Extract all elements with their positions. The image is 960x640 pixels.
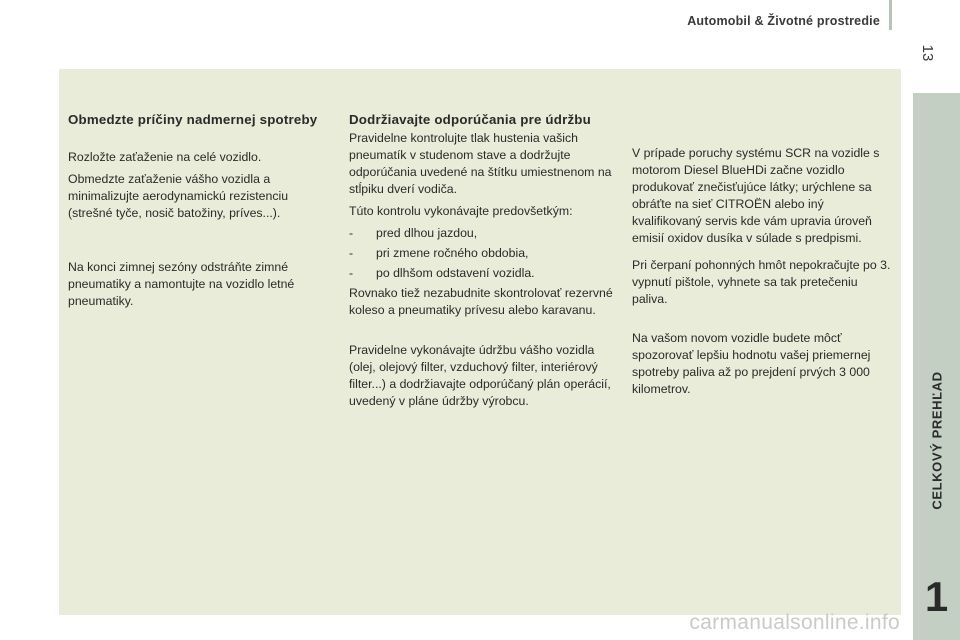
chapter-sidebar-tab[interactable]	[913, 93, 960, 640]
middle-column	[349, 112, 614, 410]
page-number: 13	[919, 44, 936, 62]
header-title: Automobil & Životné prostredie	[687, 14, 880, 28]
paragraph: Na vašom novom vozidle budete môcť spozorovať lepšiu hodnotu vašej priemernej spotreby paliva až po prejdení prvých 3 000 kilometrov.	[632, 331, 871, 396]
right-column	[632, 145, 892, 398]
list-item: - po dlhšom odstavení vozidla.	[349, 266, 535, 280]
section-heading-maintenance: Dodržiavajte odporúčania pre údržbu	[349, 112, 591, 127]
check-conditions-list	[349, 225, 614, 282]
header-divider	[889, 0, 892, 30]
paragraph: Rozložte zaťaženie na celé vozidlo.	[68, 150, 262, 164]
paragraph: Na konci zimnej sezóny odstráňte zimné pneumatiky a namontujte na vozidlo letné pneumatiky.	[68, 260, 295, 308]
paragraph: Pravidelne vykonávajte údržbu vášho vozidla (olej, olejový filter, vzduchový filter, interiérový filter...) a dodržiavajte odporúčaný plán operácií, uvedený v pláne údržby výrobcu.	[349, 343, 611, 408]
watermark-text: carmanualsonline.info	[689, 611, 900, 634]
chapter-number: 1	[924, 573, 949, 620]
paragraph: V prípade poruchy systému SCR na vozidle s motorom Diesel BlueHDi začne vozidlo produkovať znečisťujúce látky; urýchlene sa obráťte na sieť CITROËN alebo iný kvalifikovaný servis kde vám upravia úroveň emisií oxidov dusíka v súlade s predpismi.	[632, 146, 880, 245]
list-item: - pri zmene ročného obdobia,	[349, 246, 529, 260]
left-column	[68, 112, 326, 310]
chapter-label: CELKOVÝ PREHĽAD	[929, 371, 944, 510]
paragraph: Pravidelne kontrolujte tlak hustenia vašich pneumatík v studenom stave a dodržujte odporúčania uvedené na štítku umiestnenom na stĺpiku dverí vodiča.	[349, 131, 612, 196]
section-heading-fuel-consumption: Obmedzte príčiny nadmernej spotreby	[68, 112, 318, 127]
list-item: - pred dlhou jazdou,	[349, 226, 478, 240]
paragraph: Obmedzte zaťaženie vášho vozidla a minimalizujte aerodynamickú rezistenciu (strešné tyče, nosič batožiny, príves...).	[68, 172, 289, 220]
paragraph: Rovnako tiež nezabudnite skontrolovať rezervné koleso a pneumatiky prívesu alebo karavanu.	[349, 286, 613, 317]
paragraph: Túto kontrolu vykonávajte predovšetkým:	[349, 204, 573, 218]
paragraph: Pri čerpaní pohonných hmôt nepokračujte po 3. vypnutí pištole, vyhnete sa tak pretečeniu paliva.	[632, 258, 891, 306]
